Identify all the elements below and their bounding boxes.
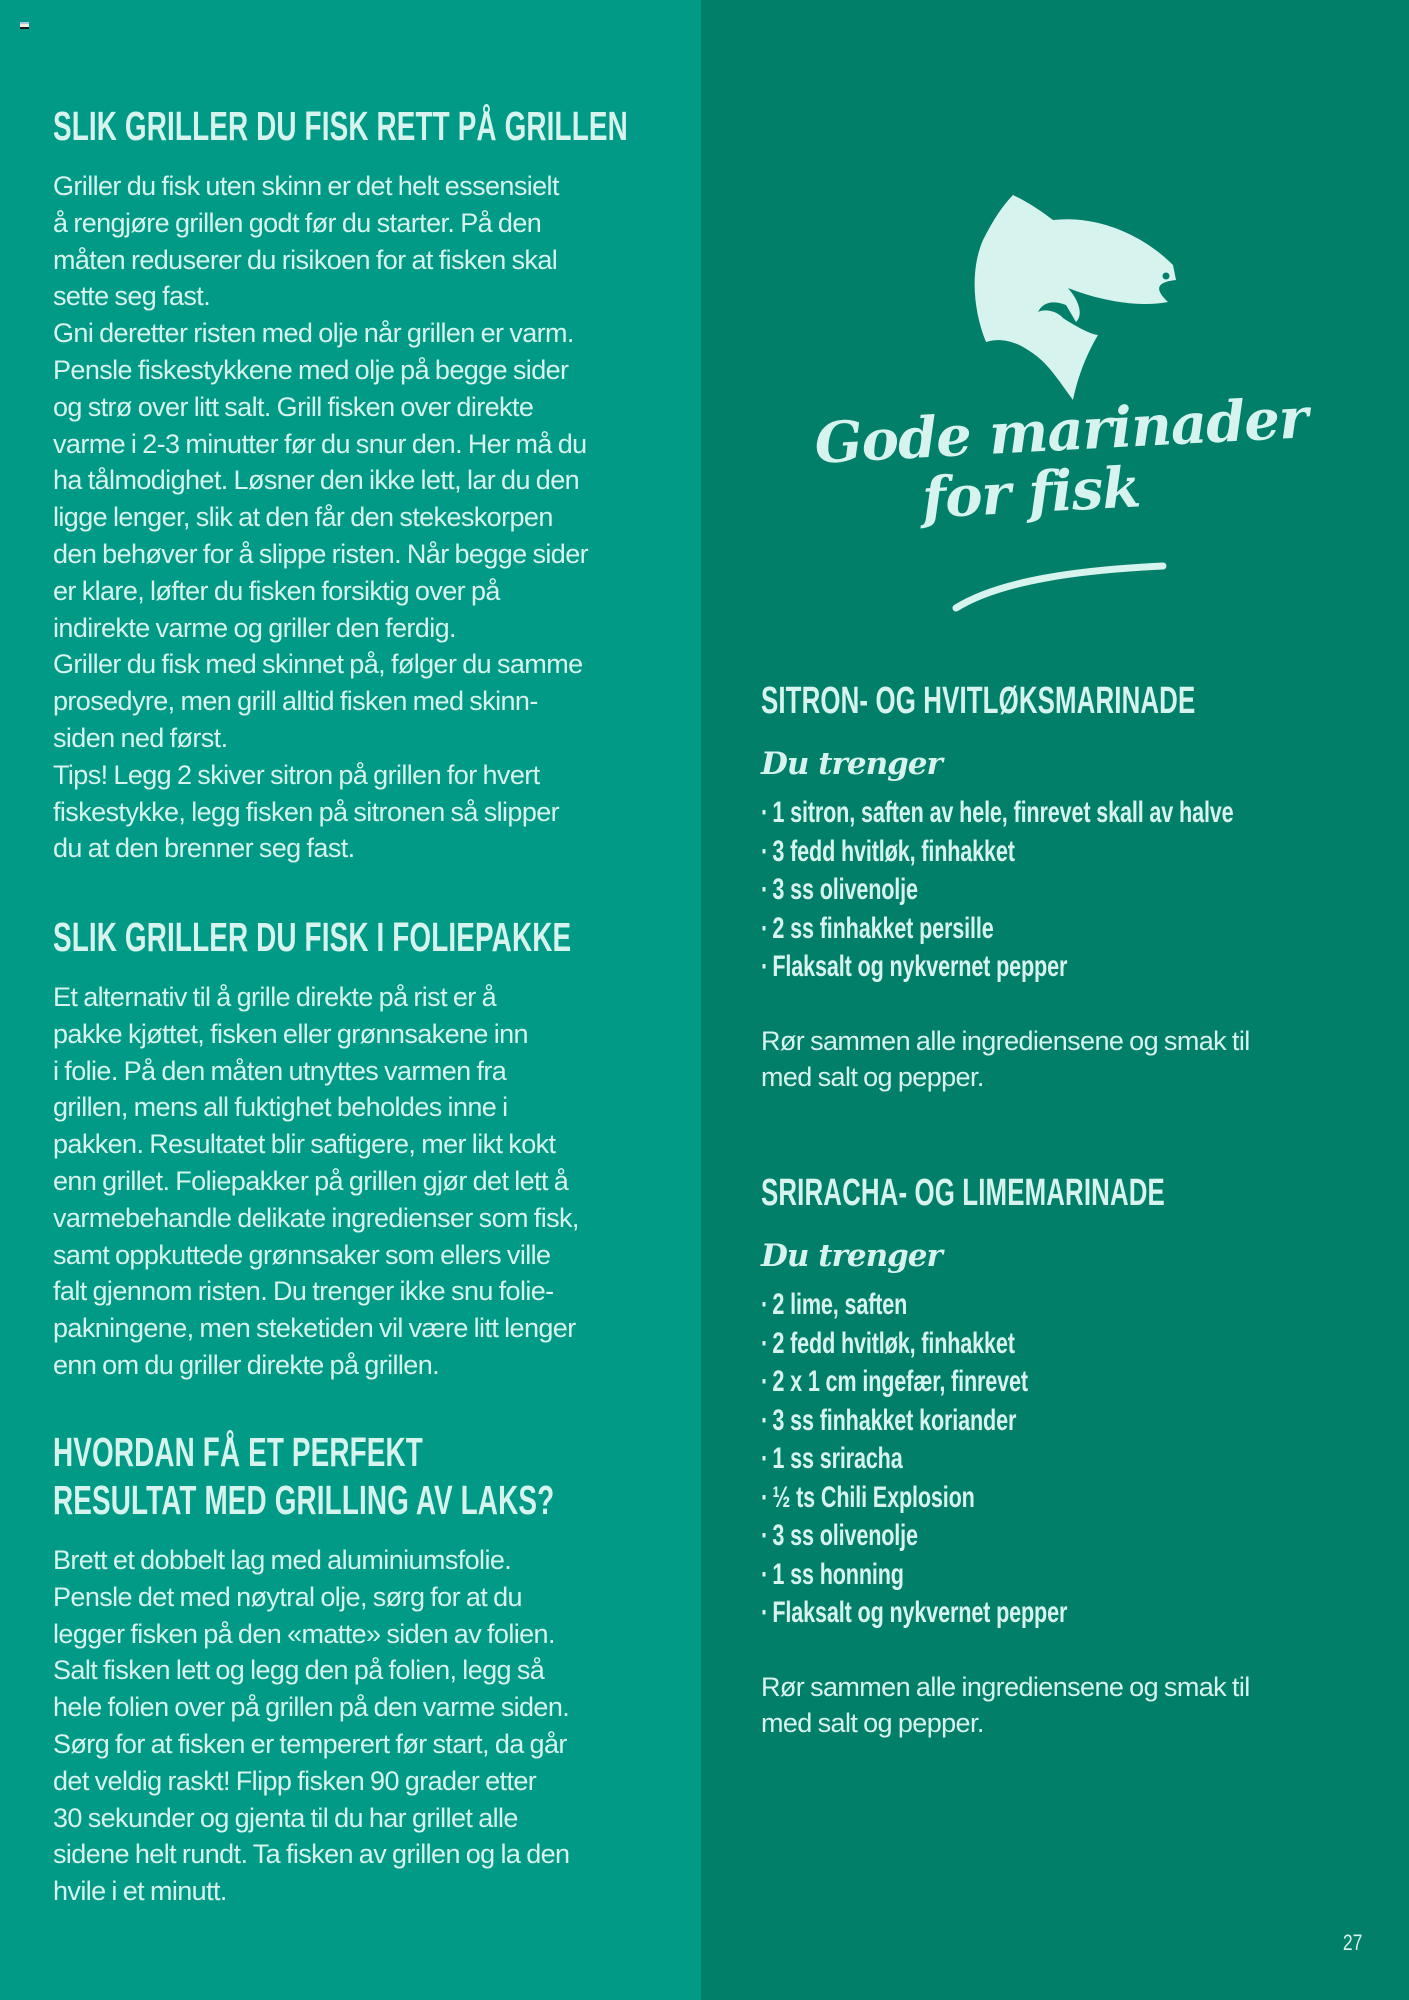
body-line: ligge lenger, slik at den får den stekeskorpen	[53, 502, 553, 533]
section-body	[53, 1542, 693, 1910]
ingredient-item: · 2 fedd hvitløk, finhakket	[761, 1326, 1015, 1360]
section-grill-fish-direct	[53, 104, 693, 867]
body-line: du at den brenner seg fast.	[53, 833, 355, 864]
section-perfect-salmon	[53, 1428, 693, 1910]
body-line: det veldig raskt! Flipp fisken 90 grader etter	[53, 1765, 537, 1796]
ingredient-item: · 3 ss olivenolje	[761, 1519, 918, 1552]
logo-line-2: for fisk	[920, 454, 1142, 532]
recipe-instructions	[761, 1669, 1381, 1743]
body-line: ha tålmodighet. Løsner den ikke lett, lar du den	[53, 465, 580, 496]
body-line: siden ned først.	[53, 722, 228, 753]
body-line: pakke kjøttet, fisken eller grønnsakene inn	[53, 1018, 528, 1049]
section-title-line: HVORDAN FÅ ET PERFEKT	[53, 1429, 423, 1475]
body-line: Pensle det med nøytral olje, sørg for at du	[53, 1581, 522, 1612]
section-title: SLIK GRILLER DU FISK I FOLIEPAKKE	[53, 914, 572, 960]
body-line: å rengjøre grillen godt før du starter. På den	[53, 207, 542, 238]
body-line: Brett et dobbelt lag med aluminiumsfolie.	[53, 1545, 512, 1575]
instruction-line: med salt og pepper.	[761, 1708, 984, 1739]
right-panel	[701, 0, 1409, 2000]
body-line: er klare, løfter du fisken forsiktig over på	[53, 575, 500, 606]
body-line: Et alternativ til å grille direkte på rist er å	[53, 982, 496, 1012]
body-line: varme i 2-3 minutter før du snur den. Her må du	[53, 428, 587, 459]
ingredients-heading: Du trenger	[761, 746, 942, 782]
body-line: Tips! Legg 2 skiver sitron på grillen for hvert	[53, 759, 540, 790]
recipe-title: SRIRACHA- OG LIMEMARINADE	[761, 1172, 1165, 1214]
body-line: hvile i et minutt.	[53, 1876, 227, 1907]
flag-icon	[20, 22, 29, 29]
body-line: indirekte varme og griller den ferdig.	[53, 612, 456, 643]
body-line: enn grillet. Foliepakker på grillen gjør det lett å	[53, 1165, 569, 1196]
body-line: Gni deretter risten med olje når grillen er varm.	[53, 318, 574, 349]
recipe-title: SITRON- OG HVITLØKSMARINADE	[761, 680, 1196, 722]
ingredient-list	[761, 1286, 1381, 1633]
body-line: Sørg for at fisken er temperert før start, da går	[53, 1728, 567, 1759]
left-panel	[0, 0, 701, 2000]
body-line: hele folien over på grillen på den varme siden.	[53, 1692, 570, 1723]
ingredient-item: · ½ ts Chili Explosion	[761, 1480, 975, 1514]
ingredient-list	[761, 794, 1381, 987]
logo-title	[781, 385, 1341, 532]
recipe-instructions	[761, 1023, 1381, 1097]
section-title-line: RESULTAT MED GRILLING AV LAKS?	[53, 1477, 555, 1523]
body-line: Griller du fisk med skinnet på, følger du samme	[53, 649, 583, 680]
ingredient-item: · 3 ss olivenolje	[761, 873, 918, 906]
recipe-sriracha-lime	[761, 1172, 1381, 1742]
body-line: i folie. På den måten utnyttes varmen fra	[53, 1055, 507, 1086]
body-line: Griller du fisk uten skinn er det helt essensielt	[53, 171, 559, 201]
section-body	[53, 168, 693, 867]
body-line: sette seg fast.	[53, 281, 211, 312]
body-line: samt oppkuttede grønnsaker som ellers ville	[53, 1239, 551, 1270]
body-line: pakken. Resultatet blir saftigere, mer likt kokt	[53, 1129, 556, 1160]
ingredient-item: · 1 ss honning	[761, 1557, 904, 1591]
ingredient-item: · 2 lime, saften	[761, 1288, 908, 1321]
body-line: varmebehandle delikate ingredienser som fisk,	[53, 1202, 579, 1233]
instruction-line: Rør sammen alle ingrediensene og smak til	[761, 1025, 1250, 1056]
body-line: enn om du griller direkte på grillen.	[53, 1349, 440, 1380]
body-line: grillen, mens all fuktighet beholdes inne i	[53, 1092, 508, 1123]
ingredient-item: · 2 ss finhakket persille	[761, 911, 994, 945]
ingredient-item: · 1 ss sriracha	[761, 1442, 903, 1475]
body-line: prosedyre, men grill alltid fisken med skinn-	[53, 686, 538, 717]
ingredient-item: · 1 sitron, saften av hele, finrevet skall av halve	[761, 796, 1234, 829]
body-line: fiskestykke, legg fisken på sitronen så slipper	[53, 796, 560, 827]
ingredient-item: · 3 ss finhakket koriander	[761, 1403, 1017, 1437]
logo-line-1: Gode marinader	[813, 385, 1309, 477]
body-line: 30 sekunder og gjenta til du har grillet alle	[53, 1802, 518, 1833]
body-line: den behøver for å slippe risten. Når begge sider	[53, 538, 589, 569]
ingredient-item: · Flaksalt og nykvernet pepper	[761, 1596, 1068, 1629]
ingredient-item: · Flaksalt og nykvernet pepper	[761, 950, 1068, 983]
instruction-line: Rør sammen alle ingrediensene og smak til	[761, 1671, 1250, 1702]
section-title	[53, 1428, 555, 1524]
fish-icon	[958, 190, 1198, 405]
body-line: og strø over litt salt. Grill fisken over direkte	[53, 391, 534, 422]
body-line: sidene helt rundt. Ta fisken av grillen og la den	[53, 1839, 570, 1870]
ingredient-item: · 3 fedd hvitløk, finhakket	[761, 834, 1015, 868]
ingredients-heading: Du trenger	[761, 1238, 942, 1274]
recipe-lemon-garlic	[761, 680, 1381, 1096]
section-grill-fish-foil	[53, 915, 693, 1384]
section-title: SLIK GRILLER DU FISK RETT PÅ GRILLEN	[53, 103, 628, 149]
logo-swash	[951, 560, 1171, 615]
body-line: Salt fisken lett og legg den på folien, legg så	[53, 1655, 545, 1686]
body-line: Pensle fiskestykkene med olje på begge sider	[53, 354, 569, 385]
body-line: falt gjennom risten. Du trenger ikke snu folie-	[53, 1276, 554, 1307]
body-line: legger fisken på den «matte» siden av folien.	[53, 1618, 555, 1649]
instruction-line: med salt og pepper.	[761, 1062, 984, 1093]
body-line: måten reduserer du risikoen for at fisken skal	[53, 244, 558, 275]
ingredient-item: · 2 x 1 cm ingefær, finrevet	[761, 1365, 1028, 1398]
section-body	[53, 979, 693, 1384]
page-number: 27	[1342, 1930, 1362, 1955]
body-line: pakningene, men steketiden vil være litt lenger	[53, 1313, 576, 1344]
